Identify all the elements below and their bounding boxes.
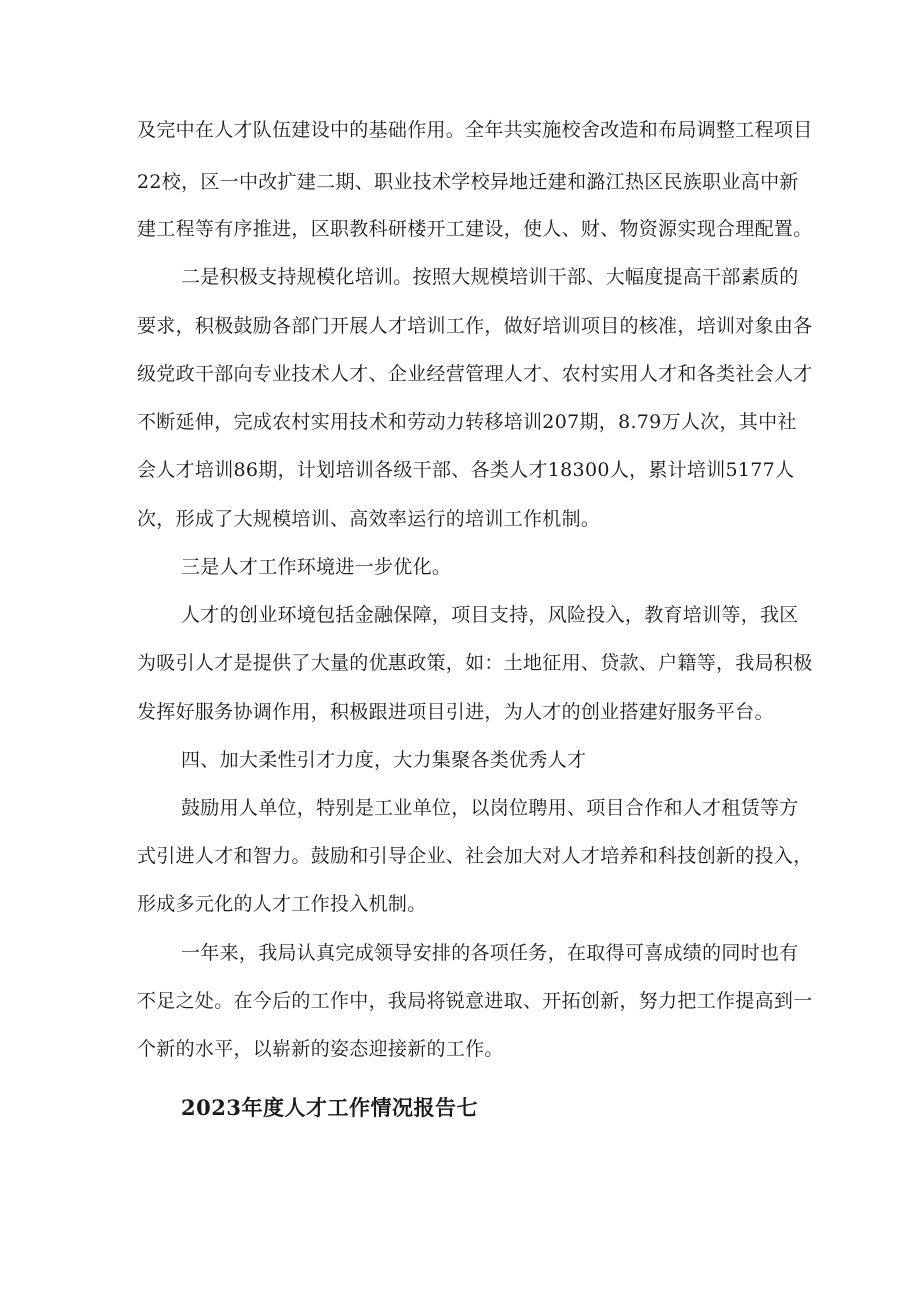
paragraph-2-line-2: 要求，积极鼓励各部门开展人才培训工作，做好培训项目的核准，培训对象由各: [137, 315, 813, 337]
paragraph-1-line-3: 建工程等有序推进，区职教科研楼开工建设，使人、财、物资源实现合理配置。: [137, 218, 813, 240]
paragraph-2-line-4: 不断延伸，完成农村实用技术和劳动力转移培训207期，8.79万人次，其中社: [137, 411, 797, 433]
paragraph-7-line-1: 一年来，我局认真完成领导安排的各项任务，在取得可喜成绩的同时也有: [181, 942, 799, 964]
paragraph-6-line-3: 形成多元化的人才工作投入机制。: [137, 893, 427, 915]
paragraph-1-line-1: 及完中在人才队伍建设中的基础作用。全年共实施校舍改造和布局调整工程项目: [137, 119, 813, 141]
paragraph-5-line-1: 四、加大柔性引才力度，大力集聚各类优秀人才: [181, 749, 587, 771]
paragraph-6-line-2: 式引进人才和智力。鼓励和引导企业、社会加大对人才培养和科技创新的投入，: [137, 845, 813, 867]
paragraph-7-line-3: 个新的水平，以崭新的姿态迎接新的工作。: [137, 1038, 504, 1060]
paragraph-2-line-3: 级党政干部向专业技术人才、企业经营管理人才、农村实用人才和各类社会人才: [137, 363, 813, 385]
paragraph-2-line-5: 会人才培训86期，计划培训各级干部、各类人才18300人，累计培训5177人: [137, 459, 795, 481]
paragraph-4-line-1: 人才的创业环境包括金融保障，项目支持，风险投入，教育培训等，我区: [181, 604, 799, 626]
paragraph-6-line-1: 鼓励用人单位，特别是工业单位，以岗位聘用、项目合作和人才租赁等方: [181, 797, 799, 819]
paragraph-2-line-6: 次，形成了大规模培训、高效率运行的培训工作机制。: [137, 508, 601, 530]
paragraph-4-line-3: 发挥好服务协调作用，积极跟进项目引进，为人才的创业搭建好服务平台。: [137, 701, 774, 723]
section-heading: 2023年度人才工作情况报告七: [181, 1095, 478, 1120]
paragraph-3-line-1: 三是人才工作环境进一步优化。: [181, 556, 452, 578]
paragraph-2-line-1: 二是积极支持规模化培训。按照大规模培训干部、大幅度提高干部素质的: [181, 266, 799, 288]
paragraph-1-line-2: 22校，区一中改扩建二期、职业技术学校异地迁建和潞江热区民族职业高中新: [137, 171, 799, 193]
paragraph-4-line-2: 为吸引人才是提供了大量的优惠政策，如：土地征用、贷款、户籍等，我局积极: [137, 652, 813, 674]
paragraph-7-line-2: 不足之处。在今后的工作中，我局将锐意进取、开拓创新，努力把工作提高到一: [137, 990, 813, 1012]
